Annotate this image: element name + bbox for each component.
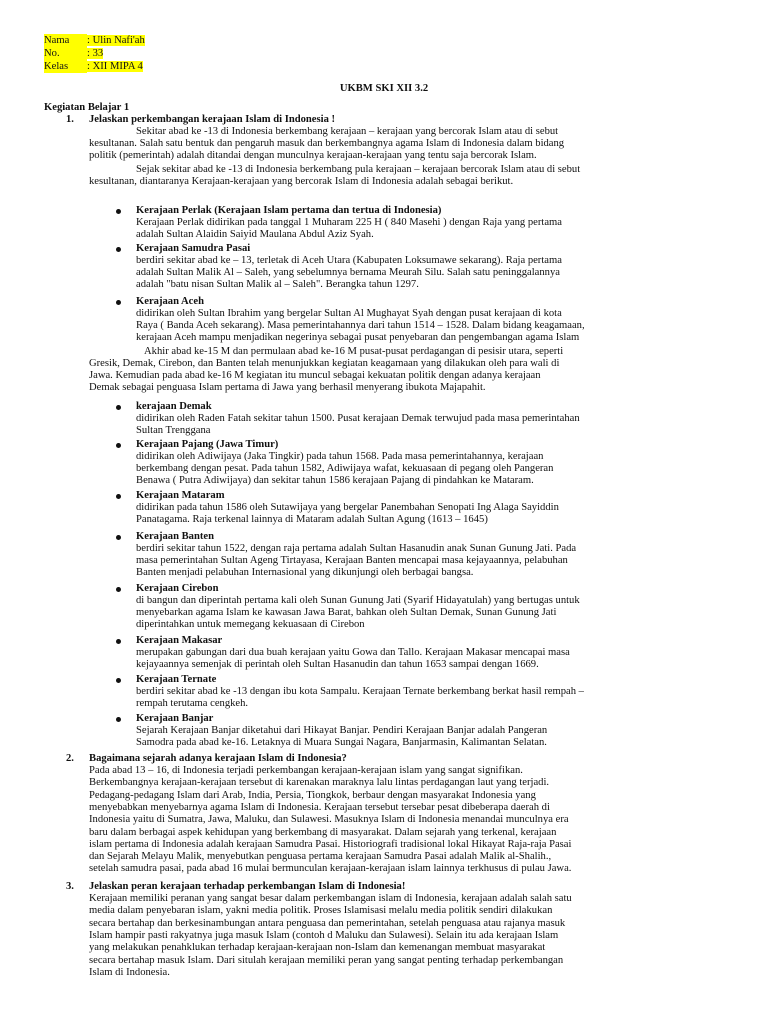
question-2-number: 2. [66, 753, 74, 764]
kingdom-description-line: di bangun dan diperintah pertama kali oleh Sunan Gunung Jati (Syarif Hidayatulah) yang bertugas untuk [136, 595, 580, 606]
section-heading: Kegiatan Belajar 1 [44, 102, 130, 113]
student-class-row: Kelas : XII MIPA 4 [44, 61, 143, 72]
answer-line: menyebabkan menyebarnya agama Islam di Indonesia. Kerajaan tersebut tersebar pesat dibeberapa daerah di [89, 801, 550, 813]
kingdom-description-line: didirikan oleh Sultan Ibrahim yang bergelar Sultan Al Mughayat Syah dengan pusat kerajaan di kota [136, 308, 562, 319]
kingdom-description-line: menyebarkan agama Islam ke kawasan Jawa Barat, bahkan oleh Sultan Demak, Sunan Gunung Jati [136, 607, 557, 618]
kingdom-description-line: didirikan oleh Adiwijaya (Jaka Tingkir) pada tahun 1568. Pada masa pemerintahannya, kerajaan [136, 451, 544, 462]
kingdom-description-line: diperintahkan untuk memegang kekuasaan di Cirebon [136, 619, 365, 630]
name-value: Ulin Nafi'ah [92, 35, 145, 46]
kingdom-description-line: kerajaan Aceh mampu menjadikan negerinya sebagai pusat penyebaran dan pengembangan agama Islam [136, 332, 580, 343]
bullet-icon [116, 247, 121, 252]
answer-line: Pada abad 13 – 16, di Indonesia terjadi perkembangan kerajaan-kerajaan islam yang sangat signifikan. [89, 765, 523, 776]
bullet-icon [116, 443, 121, 448]
kingdom-description-line: didirikan oleh Raden Fatah sekitar tahun 1500. Pusat kerajaan Demak terwujud pada masa pemerintahan [136, 413, 580, 424]
kingdom-title: Kerajaan Banjar [136, 713, 214, 724]
answer-line: Pedagang-pedagang Islam dari Arab, India, Persia, Tiongkok, berbaur dengan masyarakat Indonesia yang [89, 789, 536, 801]
bullet-icon [116, 494, 121, 499]
bullet-icon [116, 639, 121, 644]
student-info [44, 34, 145, 73]
answer-line: Indonesia yaitu di Sumatra, Jawa, Maluku, dan Sulawesi. Masuknya Islam di Indonesia menandai munculnya era [89, 814, 569, 826]
kingdom-description-line: berdiri sekitar tahun 1522, dengan raja pertama adalah Sultan Hasanudin anak Sunan Gunung Jati. Pada [136, 543, 577, 554]
question-1-title: Jelaskan perkembangan kerajaan Islam di Indonesia ! [89, 114, 336, 125]
kingdom-title: Kerajaan Aceh [136, 296, 204, 307]
kingdom-description-line: masa pemerintahan Sultan Ageng Tirtayasa, Kerajaan Banten mencapai masa kejayaannya, pelabuhan [136, 555, 568, 566]
kingdom-description-line: Samodra pada abad ke-16. Letaknya di Muara Sungai Nagara, Banjarmasin, Kalimantan Selatan. [136, 737, 547, 748]
paragraph-line: Demak sebagai penguasa Islam pertama di Jawa yang berhasil menyerang ibukota Majapahit. [89, 382, 486, 393]
answer-line: secara bertahap masuk Islam. Dari situlah kerajaan memiliki peran yang sangat penting terhadap perkembangan [89, 954, 564, 966]
answer-line: Islam di Indonesia. [89, 966, 170, 978]
kingdom-description-line: Kerajaan Perlak didirikan pada tanggal 1 Muharam 225 H ( 840 Masehi ) dengan Raja yang pertama [136, 217, 562, 228]
kingdom-title: Kerajaan Pajang (Jawa Timur) [136, 439, 279, 450]
bullet-icon [116, 300, 121, 305]
kingdom-description-line: rempah terutama cengkeh. [136, 698, 249, 709]
intro-line: politik (pemerintah) adalah ditandai dengan munculnya kerajaan-kerajaan yang tentu saja bercorak Islam. [89, 150, 537, 161]
kingdom-title: Kerajaan Perlak (Kerajaan Islam pertama dan tertua di Indonesia) [136, 205, 442, 216]
class-label: Kelas [44, 60, 87, 73]
kingdom-title: Kerajaan Cirebon [136, 583, 219, 594]
number-label: No. [44, 47, 87, 60]
kingdom-description-line: Raya ( Banda Aceh sekarang). Masa pemerintahannya dari tahun 1514 – 1528. Dalam bidang keagamaan, [136, 320, 585, 331]
kingdom-description-line: adalah Sultan Malik Al – Saleh, yang sebelumnya bernama Meurah Silu. Salah satu peninggalannya [136, 267, 560, 278]
kingdom-title: Kerajaan Samudra Pasai [136, 243, 251, 254]
kingdom-description-line: Panatagama. Raja terkenal lainnya di Mataram adalah Sultan Agung (1613 – 1645) [136, 514, 488, 525]
answer-line: dan Sejarah Melayu Malik, menyebutkan penguasa pertama kerajaan Samudra Pasai adalah Malik al-Shalih., [89, 851, 552, 863]
name-label: Nama [44, 34, 87, 47]
answer-line: yang melakukan penahklukan terhadap kerajaan-kerajaan non-Islam dan kemenangan membuat masyarakat [89, 942, 546, 954]
intro-line: kesultanan, diantaranya Kerajaan-kerajaan yang bercorak Islam di Indonesia adalah sebagai berikut. [89, 176, 514, 187]
bullet-icon [116, 717, 121, 722]
answer-line: setelah samudra pasai, pada abad 16 mulai bermunculan kerajaan-kerajaan islam lainnya terkhusus di pulau Jawa. [89, 863, 572, 875]
kingdom-title: Kerajaan Banten [136, 531, 214, 542]
bullet-icon [116, 405, 121, 410]
student-number-row: No. : 33 [44, 48, 104, 59]
student-name-row: Nama : Ulin Nafi'ah [44, 35, 145, 46]
kingdom-description-line: Benawa ( Putra Adiwijaya) dan sekitar tahun 1586 kerajaan Pajang di pindahkan ke Mataram. [136, 475, 534, 486]
number-value: 33 [92, 48, 104, 59]
kingdom-description-line: didirikan pada tahun 1586 oleh Sutawijaya yang bergelar Panembahan Senopati Ing Alaga Sayiddin [136, 502, 559, 513]
answer-line: baru dalam berbagai aspek kehidupan yang berkembang di masyarakat. Dalam sejarah yang terkenal, kerajaan [89, 826, 557, 838]
kingdom-title: Kerajaan Ternate [136, 674, 217, 685]
paragraph-line: Akhir abad ke-15 M dan permulaan abad ke-16 M pusat-pusat perdagangan di pesisir utara, seperti [144, 346, 564, 357]
paragraph-line: Gresik, Demak, Cirebon, dan Banten telah menunjukkan kegiatan keagamaan yang dilakukan oleh para wali di [89, 358, 560, 369]
bullet-icon [116, 678, 121, 683]
class-value: XII MIPA 4 [92, 61, 143, 72]
kingdom-description-line: berkembang dengan pesat. Pada tahun 1582, Adiwijaya wafat, kekuasaan di pegang oleh Pangeran [136, 463, 554, 474]
kingdom-description-line: adalah Sultan Alaidin Saiyid Maulana Abdul Aziz Syah. [136, 229, 374, 240]
kingdom-description-line: Sultan Trenggana [136, 425, 211, 436]
answer-line: secara bertahap dan berkesinambungan antara penguasa dan pemerintahan, setelah penguasa atau rajanya masuk [89, 917, 566, 929]
kingdom-description-line: berdiri sekitar abad ke – 13, terletak di Aceh Utara (Kabupaten Loksumawe sekarang). Raja pertama [136, 255, 562, 266]
bullet-icon [116, 535, 121, 540]
paragraph-line: Jawa. Kemudian pada abad ke-16 M kegiatan itu muncul sebagai kekuatan politik dengan adanya kerajaan [89, 370, 541, 381]
kingdom-description-line: Sejarah Kerajaan Banjar diketahui dari Hikayat Banjar. Pendiri Kerajaan Banjar adalah Pangeran [136, 725, 548, 736]
document-title: UKBM SKI XII 3.2 [339, 83, 429, 94]
kingdom-description-line: adalah "batu nisan Sultan Malik al – Saleh". Berangka tahun 1297. [136, 279, 419, 290]
kingdom-title: kerajaan Demak [136, 401, 212, 412]
kingdom-title: Kerajaan Mataram [136, 490, 225, 501]
kingdom-description-line: berdiri sekitar abad ke -13 dengan ibu kota Sampalu. Kerajaan Ternate berkembang berkat hasil rempah – [136, 686, 584, 697]
question-3-number: 3. [66, 881, 74, 892]
kingdom-title: Kerajaan Makasar [136, 635, 223, 646]
intro-line: kesultanan. Salah satu bentuk dan pengaruh masuk dan berkembangnya agama Islam di Indonesia dalam bidang [89, 138, 565, 149]
kingdom-description-line: kejayaannya semenjak di perintah oleh Sultan Hasanudin dan tahun 1653 sampai dengan 1669. [136, 659, 539, 670]
answer-line: Berkembangnya kerajaan-kerajaan tersebut di karenakan maraknya lalu lintas perdagangan laut yang terjadi. [89, 777, 550, 789]
intro-line: Sejak sekitar abad ke -13 di Indonesia berkembang pula kerajaan – kerajaan bercorak Islam atau di sebut [136, 164, 581, 175]
bullet-icon [116, 587, 121, 592]
question-3-title: Jelaskan peran kerajaan terhadap perkembangan Islam di Indonesia! [89, 881, 406, 892]
bullet-icon [116, 209, 121, 214]
answer-line: Islam hampir pasti rakyatnya juga masuk Islam (contoh d Maluku dan Sulawesi). Selain itu ada kerajaan Islam [89, 929, 559, 941]
kingdom-description-line: Banten menjadi pelabuhan Internasional yang dikunjungi oleh berbagai bangsa. [136, 567, 474, 578]
answer-line: Kerajaan memiliki peranan yang sangat besar dalam perkembangan islam di Indonesia, kerajaan adalah salah satu [89, 893, 572, 904]
question-1-number: 1. [66, 114, 74, 125]
kingdom-description-line: merupakan gabungan dari dua buah kerajaan yaitu Gowa dan Tallo. Kerajaan Makasar mencapai masa [136, 647, 570, 658]
answer-line: media dalam penyebaran islam, yakni media politik. Proses Islamisasi melalu media politik sendiri dilakukan [89, 905, 553, 917]
question-2-title: Bagaimana sejarah adanya kerajaan Islam di Indonesia? [89, 753, 347, 764]
intro-line: Sekitar abad ke -13 di Indonesia berkembang kerajaan – kerajaan yang bercorak Islam atau di sebut [136, 126, 559, 137]
answer-line: islam pertama di Indonesia adalah kerajaan Samudra Pasai. Historiografi tradisional lokal Hikayat Raja-raja Pasai [89, 838, 572, 850]
